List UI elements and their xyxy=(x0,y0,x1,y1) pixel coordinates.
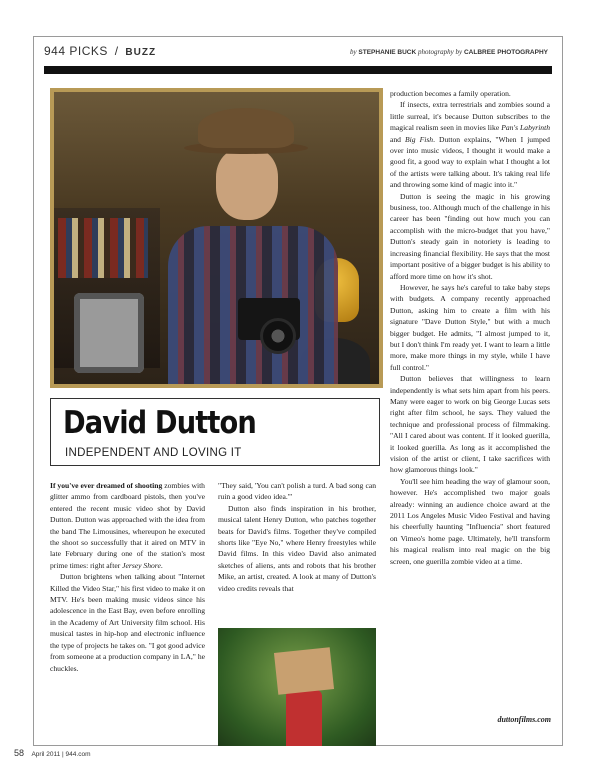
section-label xyxy=(44,44,156,58)
byline-by: by xyxy=(349,48,357,56)
folio xyxy=(14,748,91,758)
section-name: 944 PICKS xyxy=(44,44,108,58)
text-run: . xyxy=(160,560,163,570)
subsection-name: BUZZ xyxy=(125,47,157,58)
cardboard-box-head xyxy=(274,647,334,695)
title-box xyxy=(50,398,380,466)
paragraph: "They said, 'You can't polish a turd. A bad song can ruin a good video idea.'" xyxy=(218,481,376,502)
paragraph: Dutton is seeing the magic in his growing business, too. Although much of the challenge in his career has been "finding out how much you can accomplish with the micro-budget that you have," Dutton's steady gain in notoriety is leading to increasing financial flexibility. He says that the most important positive of a bigger budget is his ability to afford more time on how it's shot. xyxy=(390,191,550,281)
column-3 xyxy=(390,88,550,567)
issue-info: April 2011 | 944.com xyxy=(31,751,91,758)
paragraph: However, he says he's careful to take baby steps with budgets. A company recently approached Dutton, asking him to create a film with his signature "Dave Dutton Style," but with a much bigger budget. He admits, "I almost jumped to it, but I don't think I'm ready yet. I want to learn a little more, make more things in my style, while I have full control." xyxy=(390,282,550,372)
paragraph: You'll see him heading the way of glamour soon, however. He's accomplished two major goals already: winning an audience choice award at the 2011 Los Angeles Music Video Festival and having his cheerfully haunting "Influencia" short featured on Vimeo's home page. Ultimately, he'll transform his magical realism into real magic on the big screen, one guerilla zombie video at a time. xyxy=(390,476,550,566)
byline-author: STEPHANIE BUCK xyxy=(358,49,417,56)
column-1 xyxy=(50,480,205,674)
website-link[interactable]: duttonfilms.com xyxy=(497,715,551,724)
text-run: If insects, extra terrestrials and zombies sound a little surreal, it's because Dutton subscribes to the magical realism seen in movies like xyxy=(390,100,550,133)
inset-photo xyxy=(218,628,376,746)
section-separator: / xyxy=(114,44,119,58)
text-italic: Big Fish xyxy=(405,134,434,144)
paragraph: production becomes a family operation. xyxy=(390,89,511,98)
paragraph xyxy=(390,99,550,190)
gilt-frame xyxy=(50,88,383,388)
hero-photo xyxy=(50,88,383,388)
text-italic: Pan's Labyrinth xyxy=(501,123,551,133)
paragraph: Dutton believes that willingness to learn independently is what sets him apart from his peers. Many were eager to work on big George Lucas sets right after film school, he says. They valued the technique and professional process of filmmaking. "All I cared about was content. If it looked guerilla, it looked guerilla. As long as it accomplished the vision of the artist or client, I take sacrifices with how glamorous things look." xyxy=(390,374,550,475)
page-header xyxy=(44,44,554,64)
page-number: 58 xyxy=(14,748,25,758)
text-run: . Dutton explains, "When I jumped over into music videos, I thought it would make a good fit, a good way to explain what I thought a lot of the artists were talking about. It's taking real life and throwing some kind of magic into it." xyxy=(390,134,550,190)
text-italic: Jersey Shore xyxy=(122,560,161,570)
byline-photographer: CALBREE PHOTOGRAPHY xyxy=(463,49,548,56)
text-run: and xyxy=(390,134,405,144)
feature-name: David Dutton xyxy=(63,405,256,441)
paragraph: Dutton also finds inspiration in his brother, musical talent Henry Dutton, who patches together beats for David's films. Together they've compiled shorts like "Eye No," where Henry freestyles while David films. In this video David also animated sketches of aliens, ants and robots that his brother Mike, an artist, created. A look at many of Dutton's video credits reveals that xyxy=(218,503,376,593)
byline xyxy=(350,48,548,56)
text-run: zombies with glitter ammo from cardboard pistols, then you've entered the recent music video shot by David Dutton. Dutton was approached with the idea from the band The Limousines, whereupon he executed the shoot so successfully that it aired on MTV in late February during one of the station's most prime times: right after xyxy=(50,481,205,570)
column-2 xyxy=(218,480,376,594)
lead-in: If you've ever dreamed of shooting xyxy=(50,481,163,490)
red-figure xyxy=(286,690,322,746)
paragraph xyxy=(50,480,205,571)
byline-photo-label: photography by xyxy=(418,48,463,56)
feature-tagline: INDEPENDENT AND LOVING IT xyxy=(65,447,242,459)
header-rule xyxy=(44,66,552,74)
paragraph: Dutton brightens when talking about "Internet Killed the Video Star," his first video to make it on MTV. He's been making music videos since his adolescence in the East Bay, even before enrolling in the Academy of Art University film school. His musical tastes in hip-hop and electronic influence the type of projects he takes on. "I got good advice from someone at a production company in LA," he chuckles. xyxy=(50,572,205,673)
